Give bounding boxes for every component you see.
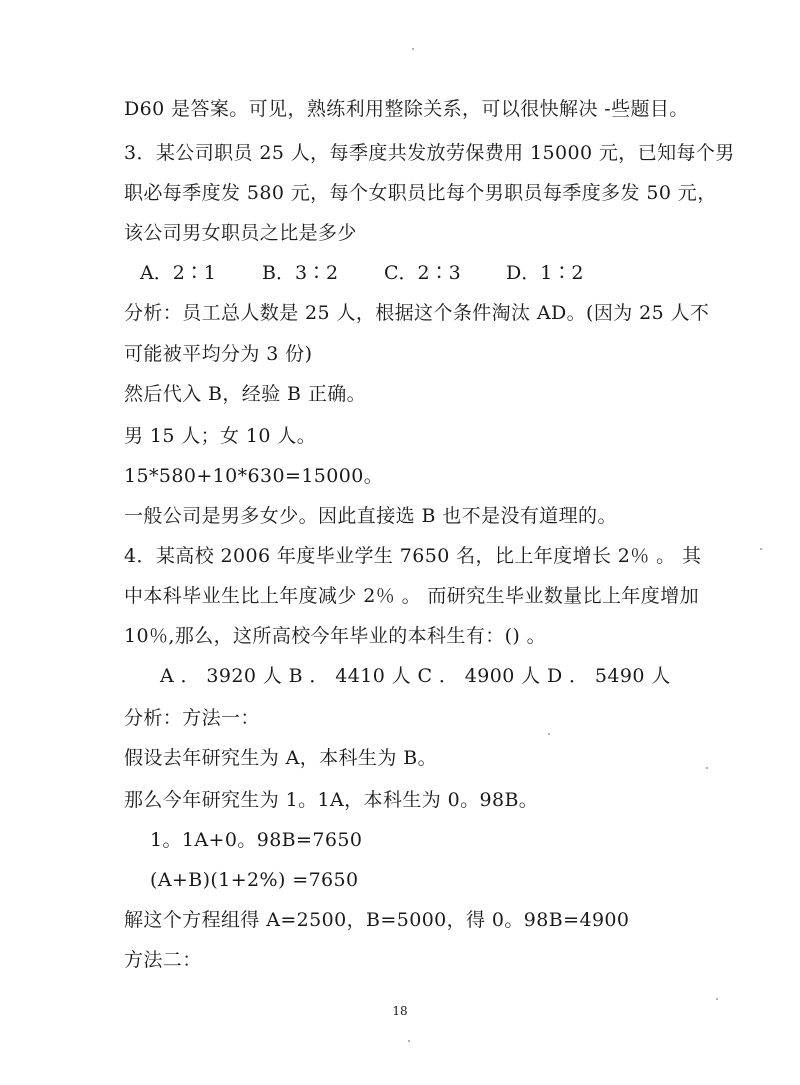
option-d: D．1∶2 bbox=[506, 262, 584, 284]
scan-speck bbox=[716, 998, 718, 1000]
method-two-heading: 方法二： bbox=[124, 949, 202, 971]
equation-1: 1。1A+0。98B=7650 bbox=[150, 829, 363, 851]
analysis-line-2: 可能被平均分为 3 份) bbox=[124, 343, 313, 365]
question-3-line-1: 3．某公司职员 25 人，每季度共发放劳保费用 15000 元，已知每个男 bbox=[124, 142, 735, 164]
analysis-line-1: 分析：员工总人数是 25 人，根据这个条件淘汰 AD。(因为 25 人不 bbox=[124, 302, 710, 324]
scan-speck bbox=[548, 733, 550, 735]
scan-speck bbox=[760, 548, 762, 550]
question-4-options: A ． 3920 人 B ． 4410 人 C ． 4900 人 D ． 5490 人 bbox=[160, 665, 671, 687]
option-b: B．3∶2 bbox=[262, 262, 339, 284]
question-3-line-3: 该公司男女职员之比是多少 bbox=[124, 222, 357, 244]
solution-line: 解这个方程组得 A=2500，B=5000，得 0。98B=4900 bbox=[124, 909, 630, 931]
option-a: A．2∶1 bbox=[140, 262, 216, 284]
analysis-line-3: 然后代入 B，经验 B 正确。 bbox=[124, 383, 367, 405]
question-4-line-1: 4．某高校 2006 年度毕业学生 7650 名，比上年度增长 2％ 。 其 bbox=[124, 545, 702, 567]
page-number: 18 bbox=[392, 1004, 408, 1018]
scan-speck bbox=[706, 767, 708, 769]
question-4-line-2: 中本科毕业生比上年度减少 2％ 。 而研究生毕业数量比上年度增加 bbox=[124, 585, 700, 607]
question-3-options bbox=[0, 261, 800, 285]
analysis-line-4: 男 15 人；女 10 人。 bbox=[124, 425, 317, 447]
scan-speck bbox=[408, 1040, 410, 1042]
text-line: D60 是答案。可见，熟练利用整除关系，可以很快解决 -些题目。 bbox=[124, 98, 689, 120]
question-4-line-3: 10％,那么，这所高校今年毕业的本科生有：() 。 bbox=[124, 625, 547, 647]
scan-speck bbox=[412, 48, 414, 50]
question-3-line-2: 职必每季度发 580 元，每个女职员比每个男职员每季度多发 50 元， bbox=[124, 182, 717, 204]
method-one-line-1: 假设去年研究生为 A，本科生为 B。 bbox=[124, 747, 437, 769]
analysis-line-5: 15*580+10*630=15000。 bbox=[124, 465, 384, 487]
option-c: C．2∶3 bbox=[384, 262, 461, 284]
analysis-line-6: 一般公司是男多女少。因此直接选 B 也不是没有道理的。 bbox=[124, 505, 617, 527]
method-one-line-2: 那么今年研究生为 1。1A，本科生为 0。98B。 bbox=[124, 789, 539, 811]
method-one-heading: 分析：方法一： bbox=[124, 707, 260, 729]
equation-2: (A+B)(1+2%) =7650 bbox=[150, 869, 359, 891]
